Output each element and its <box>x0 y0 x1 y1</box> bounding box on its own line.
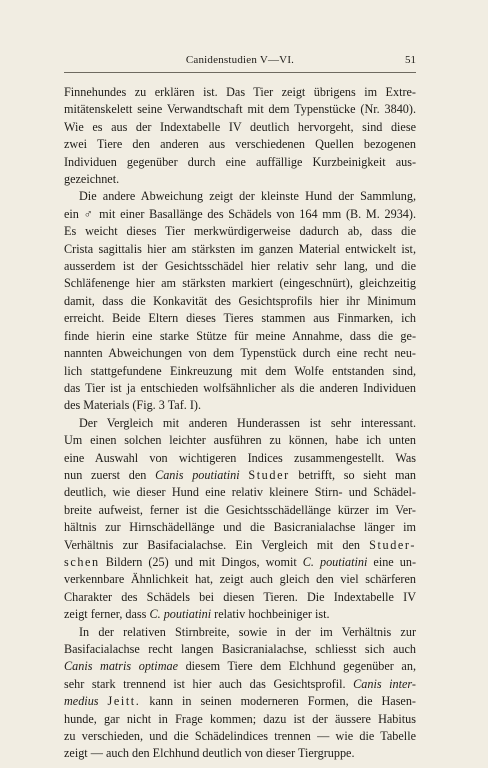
text-segment: diesem Tiere dem Elchhund gegenüber an, <box>178 659 416 674</box>
text-line <box>64 328 416 345</box>
text-segment: hältnis zur Hirnschädellänge und die Basicranialachse länger im <box>64 520 416 535</box>
text-line <box>64 241 416 258</box>
text-line <box>64 223 416 240</box>
text-line <box>64 84 416 101</box>
text-line <box>64 397 416 414</box>
text-segment: Crista sagittalis hier am stärksten im ganzen Material entwickelt ist, <box>64 241 416 256</box>
text-segment: kann in seinen moderneren Formen, die Hasen- <box>140 694 416 709</box>
body-text <box>64 84 416 763</box>
text-line <box>64 502 416 519</box>
text-line <box>64 484 416 501</box>
text-segment: Es weicht dieses Tier merkwürdigerweise dadurch ab, dass die <box>64 224 416 239</box>
text-segment: nun zuerst den <box>64 467 156 482</box>
italic-text: Canis poutiatini <box>155 467 240 482</box>
text-segment: sehr stark trennend ist hier auch das Gesichtsprofil. <box>64 676 354 691</box>
text-segment: nannten Abweichungen von dem Typenstück durch eine recht neu- <box>64 346 416 361</box>
spaced-name: schen <box>64 554 100 569</box>
text-line <box>64 275 416 292</box>
text-segment: verkennbare Ähnlichkeit hat, zeigt auch gleich den viel schärferen <box>64 572 416 587</box>
text-line <box>64 519 416 536</box>
text-segment: lich stattgefundene Einkreuzung mit dem Wolfe entstanden sind, <box>64 363 416 378</box>
italic-text: Canis inter- <box>353 676 416 691</box>
text-line <box>64 589 416 606</box>
text-line <box>64 188 416 205</box>
text-segment: betrifft, so sieht man <box>289 467 416 482</box>
text-segment: Basifacialachse recht langen Basicranialachse, schliesst sich auch <box>64 642 416 656</box>
text-segment: gezeichnet. <box>64 172 120 187</box>
text-line <box>64 415 416 432</box>
text-line <box>64 624 416 641</box>
text-line <box>64 571 416 588</box>
text-segment: Wie es aus der Indextabelle IV deutlich hervorgeht, sind diese <box>64 119 416 134</box>
text-line <box>64 467 416 484</box>
text-line <box>64 380 416 397</box>
running-title: Canidenstudien V—VI. <box>185 54 295 66</box>
text-segment: Verhältnis zur Basifacialachse. Ein Vergleich mit den <box>64 537 370 552</box>
page-number: 51 <box>405 54 416 66</box>
text-segment: des Materials (Fig. 3 Taf. I). <box>64 398 202 413</box>
text-segment: zeigt — auch den Elchhund deutlich von dieser Tiergruppe. <box>64 746 355 761</box>
text-segment: Finnehundes zu erklären ist. Das Tier zeigt übrigens im Extre- <box>64 85 416 99</box>
header-rule <box>64 72 416 73</box>
text-segment: zeigt ferner, dass <box>64 607 150 622</box>
text-line <box>64 345 416 362</box>
text-segment: Um einen solchen leichter ausführen zu können, habe ich unten <box>64 433 416 448</box>
text-line <box>64 206 416 223</box>
text-segment: das Tier ist ja entschieden wolfsähnlicher als die anderen Individuen <box>64 380 416 395</box>
text-segment: zwei Tiere den anderen aus verschiedenen Quellen bezogenen <box>64 137 416 152</box>
spaced-name: Jeitt. <box>107 694 141 709</box>
text-line <box>64 293 416 310</box>
text-line <box>64 119 416 136</box>
text-line <box>64 363 416 380</box>
text-line <box>64 101 416 118</box>
text-segment: erreicht. Beide Eltern dieses Tieres stammen aus Finmarken, ich <box>64 311 416 326</box>
text-line <box>64 310 416 327</box>
text-segment: In der relativen Stirnbreite, sowie in der im Verhältnis zur <box>79 624 416 639</box>
text-segment: mitätenskelett seine Verwandtschaft mit dem Typenstücke (Nr. 3840). <box>64 102 416 117</box>
text-segment: breite aufweist, ferner ist die Gesichtsschädellänge kürzer im Ver- <box>64 502 416 517</box>
text-line <box>64 728 416 745</box>
text-segment: Bildern (25) und mit Dingos, womit <box>99 554 303 569</box>
text-segment: eine Auswahl von wichtigeren Indices zusammengestellt. Was <box>64 450 416 465</box>
text-line <box>64 641 416 658</box>
text-segment: ein ♂ mit einer Basallänge des Schädels von 164 mm (B. M. 2934). <box>64 206 416 221</box>
text-line <box>64 711 416 728</box>
text-line <box>64 136 416 153</box>
text-line <box>64 171 416 188</box>
text-segment: hunde, gar nicht in Frage kommen; dazu ist der äussere Habitus <box>64 711 416 726</box>
text-segment: relativ hochbeiniger ist. <box>211 607 330 622</box>
text-line <box>64 606 416 623</box>
text-line <box>64 658 416 675</box>
text-segment: eine un- <box>367 554 416 569</box>
text-line <box>64 537 416 554</box>
text-segment: Individuen gegenüber durch eine auffällige Kurzbeinigkeit aus- <box>64 154 416 169</box>
text-line <box>64 554 416 571</box>
spaced-name: Studer <box>248 467 290 482</box>
text-segment <box>240 468 249 482</box>
spaced-name: Studer- <box>369 537 416 552</box>
text-segment: Der Vergleich mit anderen Hunderassen ist sehr interessant. <box>79 415 416 430</box>
text-segment: deutlich, wie dieser Hund eine relativ kleinere Stirn- und Schädel- <box>64 485 416 500</box>
text-segment: finde hierin eine starke Stütze für meine Annahme, dass die ge- <box>64 328 416 343</box>
italic-text: C. poutiatini <box>302 554 368 569</box>
text-line <box>64 432 416 449</box>
italic-text: C. poutiatini <box>149 607 212 622</box>
running-header <box>64 52 416 68</box>
text-line <box>64 154 416 171</box>
italic-text: Canis matris optimae <box>64 659 178 674</box>
text-line <box>64 258 416 275</box>
text-segment: Charakter des Schädels bei diesen Tieren. Die Indextabelle IV <box>64 589 416 604</box>
text-line <box>64 693 416 710</box>
italic-text: medius <box>64 694 99 709</box>
text-segment: damit, dass die Konkavität des Gesichtsprofils hier ihr Minimum <box>64 293 416 308</box>
text-line <box>64 676 416 693</box>
text-segment: Die andere Abweichung zeigt der kleinste Hund der Sammlung, <box>79 189 416 204</box>
text-segment: zu verschieden, und die Schädelindices trennen — wie die Tabelle <box>64 729 416 744</box>
text-line <box>64 745 416 762</box>
text-segment: ausserdem ist der Gesichtsschädel hier relativ sehr lang, und die <box>64 259 416 274</box>
text-segment: Schläfenenge hier am stärksten markiert (eingeschnürt), gleichzeitig <box>64 276 416 291</box>
text-line <box>64 450 416 467</box>
